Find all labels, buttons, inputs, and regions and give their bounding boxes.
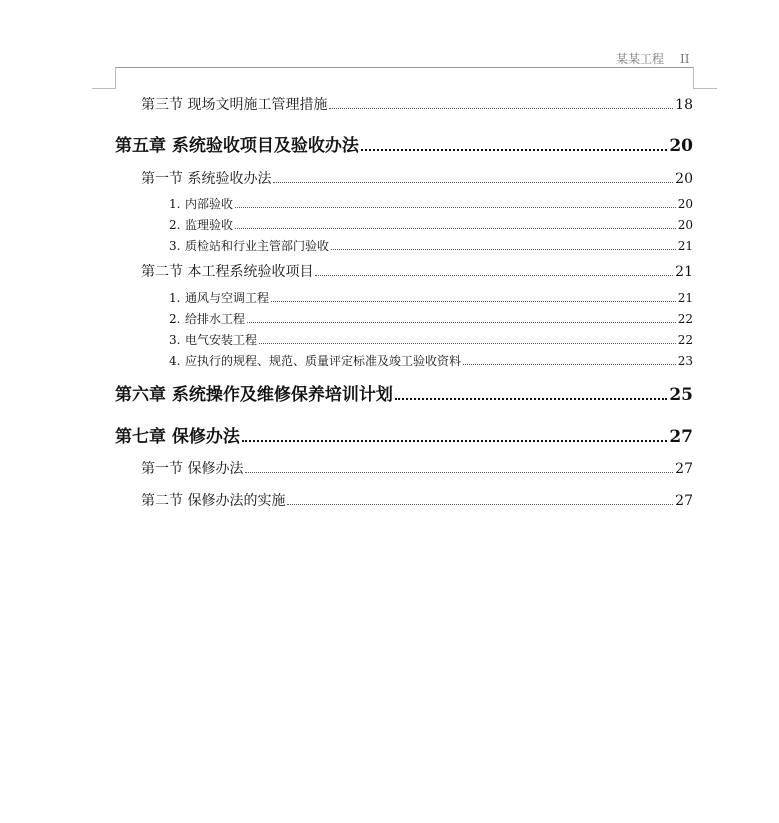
toc-entry-chapter-6[interactable] <box>115 380 693 405</box>
toc-entry-section[interactable] <box>141 94 693 114</box>
toc-page-number: 21 <box>677 291 693 305</box>
toc-page-number: 21 <box>675 264 693 280</box>
toc-entry-section[interactable] <box>141 261 693 281</box>
toc-entry-title: 应执行的规程、规范、质量评定标准及竣工验收资料 <box>185 354 462 368</box>
toc-leader-dots <box>245 471 673 473</box>
toc-page-number: 25 <box>669 385 693 405</box>
toc-entry-item[interactable] <box>169 331 693 348</box>
toc-entry-title: 第五章 系统验收项目及验收办法 <box>115 136 359 156</box>
toc-page-number: 18 <box>675 97 693 113</box>
toc-entry-title: 第一节 系统验收办法 <box>141 171 272 187</box>
toc-page-number: 22 <box>677 333 693 347</box>
toc-entry-title: 电气安装工程 <box>185 333 258 347</box>
toc-item-number: 1. <box>169 291 181 305</box>
toc-leader-dots <box>287 503 673 505</box>
toc-entry-section[interactable] <box>141 168 693 188</box>
toc-entry-title: 第二节 本工程系统验收项目 <box>141 264 314 280</box>
toc-leader-dots <box>242 439 667 442</box>
toc-leader-dots <box>247 321 676 323</box>
toc-item-number: 4. <box>169 354 181 368</box>
toc-entry-title: 监理验收 <box>185 218 234 232</box>
toc-leader-dots <box>271 300 676 302</box>
toc-leader-dots <box>315 274 673 276</box>
toc-entry-chapter-5[interactable] <box>115 131 693 156</box>
toc-leader-dots <box>361 148 667 151</box>
toc-entry-item[interactable] <box>169 195 693 212</box>
toc-item-number: 3. <box>169 239 181 253</box>
toc-entry-title: 第七章 保修办法 <box>115 427 240 447</box>
toc-entry-title: 质检站和行业主管部门验收 <box>185 239 330 253</box>
toc-entry-title: 第三节 现场文明施工管理措施 <box>141 97 328 113</box>
toc-entry-item[interactable] <box>169 216 693 233</box>
toc-leader-dots <box>331 248 676 250</box>
toc-page-number: 27 <box>669 427 693 447</box>
toc-entry-item[interactable] <box>169 237 693 254</box>
toc-item-number: 3. <box>169 333 181 347</box>
toc-entry-title: 第二节 保修办法的实施 <box>141 493 286 509</box>
toc-leader-dots <box>329 107 673 109</box>
toc-page-number: 27 <box>675 493 693 509</box>
toc-page-number: 21 <box>677 239 693 253</box>
toc-page-number: 20 <box>669 136 693 156</box>
toc-entry-item[interactable] <box>169 310 693 327</box>
toc-leader-dots <box>235 206 676 208</box>
page-header <box>616 50 690 67</box>
toc-leader-dots <box>235 227 676 229</box>
toc-entry-title: 内部验收 <box>185 197 234 211</box>
toc-page-number: 20 <box>677 218 693 232</box>
toc-entry-title: 通风与空调工程 <box>185 291 270 305</box>
toc-leader-dots <box>463 363 676 365</box>
crop-mark-top-right <box>693 88 717 89</box>
toc-entry-title: 第六章 系统操作及维修保养培训计划 <box>115 385 393 405</box>
toc-page-number: 27 <box>675 461 693 477</box>
header-title: 某某工程 <box>616 52 665 66</box>
toc-page-number: 22 <box>677 312 693 326</box>
toc-item-number: 2. <box>169 218 181 232</box>
toc-entry-item[interactable] <box>169 289 693 306</box>
toc-page-number: 20 <box>675 171 693 187</box>
toc-page-number: 23 <box>677 354 693 368</box>
crop-mark-top-left-vertical <box>115 67 116 89</box>
header-rule <box>115 67 693 68</box>
toc-item-number: 2. <box>169 312 181 326</box>
toc-entry-title: 给排水工程 <box>185 312 246 326</box>
toc-leader-dots <box>395 397 667 400</box>
toc-entry-title: 第一节 保修办法 <box>141 461 244 477</box>
header-page-number: II <box>680 52 690 66</box>
crop-mark-top-left <box>92 88 116 89</box>
toc-leader-dots <box>259 342 676 344</box>
toc-entry-item[interactable] <box>169 352 693 369</box>
toc-entry-section[interactable] <box>141 458 693 478</box>
toc-entry-chapter-7[interactable] <box>115 422 693 447</box>
crop-mark-top-right-vertical <box>693 67 694 89</box>
toc-leader-dots <box>273 181 673 183</box>
toc-page-number: 20 <box>677 197 693 211</box>
toc-entry-section[interactable] <box>141 490 693 510</box>
toc-item-number: 1. <box>169 197 181 211</box>
